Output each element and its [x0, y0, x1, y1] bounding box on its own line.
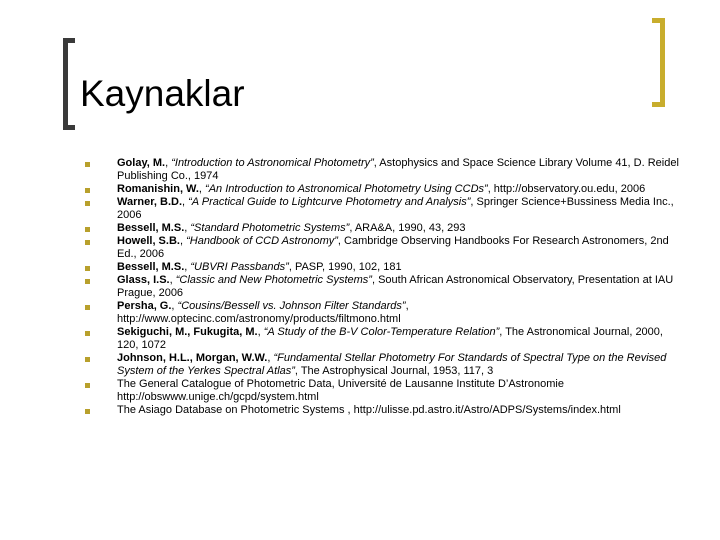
reference-authors: Golay, M. [117, 157, 166, 169]
reference-item: Sekiguchi, M., Fukugita, M., “A Study of the B-V Color-Temperature Relation”, The Astronomical Journal, 2000, 120, 1072 [85, 326, 685, 352]
left-bracket-decoration [63, 38, 75, 130]
reference-item: Johnson, H.L., Morgan, W.W., “Fundamental Stellar Photometry For Standards of Spectral Type on the Revised System of the Yerkes Spectral Atlas”, The Astrophysical Journal, 1953, 117, 3 [85, 352, 685, 378]
reference-details: , The Astronomical Journal, 2000, 120, 1072 [117, 326, 663, 351]
reference-title: “Standard Photometric Systems” [190, 222, 350, 234]
reference-authors: Sekiguchi, M., Fukugita, M. [117, 326, 258, 338]
reference-item: Persha, G., “Cousins/Bessell vs. Johnson Filter Standards”, http://www.optecinc.com/astronomy/products/filtmono.html [85, 300, 685, 326]
square-bullet-icon [85, 201, 90, 206]
reference-authors: Glass, I.S. [117, 274, 170, 286]
square-bullet-icon [85, 331, 90, 336]
reference-details: , http://www.optecinc.com/astronomy/products/filtmono.html [117, 300, 409, 325]
reference-authors: Bessell, M.S. [117, 261, 185, 273]
reference-title: “Classic and New Photometric Systems” [175, 274, 372, 286]
square-bullet-icon [85, 305, 90, 310]
reference-details: , PASP, 1990, 102, 181 [288, 261, 402, 273]
reference-title: “Cousins/Bessell vs. Johnson Filter Standards” [177, 300, 406, 312]
square-bullet-icon [85, 357, 90, 362]
reference-item: Bessell, M.S., “UBVRI Passbands”, PASP, 1990, 102, 181 [85, 261, 685, 274]
reference-details: , Cambridge Observing Handbooks For Research Astronomers, 2nd Ed., 2006 [117, 235, 669, 260]
reference-authors: Bessell, M.S. [117, 222, 185, 234]
reference-details: , Astophysics and Space Science Library Volume 41, D. Reidel Publishing Co., 1974 [117, 157, 679, 182]
square-bullet-icon [85, 240, 90, 245]
reference-details: , South African Astronomical Observatory, Presentation at IAU Prague, 2006 [117, 274, 674, 299]
reference-item [85, 378, 685, 404]
slide-title: Kaynaklar [80, 73, 245, 114]
reference-details: , ARA&A, 1990, 43, 293 [349, 222, 466, 234]
reference-title: “UBVRI Passbands” [190, 261, 289, 273]
square-bullet-icon [85, 266, 90, 271]
square-bullet-icon [85, 188, 90, 193]
reference-item: Glass, I.S., “Classic and New Photometric Systems”, South African Astronomical Observatory, Presentation at IAU Prague, 2006 [85, 274, 685, 300]
reference-details: , http://observatory.ou.edu, 2006 [487, 183, 646, 195]
reference-list [85, 157, 685, 417]
reference-authors: Johnson, H.L., Morgan, W.W. [117, 352, 268, 364]
square-bullet-icon [85, 162, 90, 167]
reference-title: “Introduction to Astronomical Photometry” [171, 157, 374, 169]
square-bullet-icon [85, 383, 90, 388]
reference-details: , Springer Science+Bussiness Media Inc., 2006 [117, 196, 674, 221]
reference-authors: Persha, G. [117, 300, 172, 312]
reference-item: Howell, S.B., “Handbook of CCD Astronomy”, Cambridge Observing Handbooks For Research Astronomers, 2nd Ed., 2006 [85, 235, 685, 261]
reference-details: The Asiago Database on Photometric Systems , http://ulisse.pd.astro.it/Astro/ADPS/Systems/index.html [117, 404, 621, 416]
reference-authors: Warner, B.D. [117, 196, 182, 208]
square-bullet-icon [85, 409, 90, 414]
reference-authors: Howell, S.B. [117, 235, 180, 247]
square-bullet-icon [85, 227, 90, 232]
reference-authors: Romanishin, W. [117, 183, 199, 195]
right-bracket-decoration [652, 18, 665, 107]
reference-title: “Fundamental Stellar Photometry For Standards of Spectral Type on the Revised System of the Yerkes Spectral Atlas” [117, 352, 667, 377]
reference-title: “A Practical Guide to Lightcurve Photometry and Analysis” [188, 196, 471, 208]
reference-item: Romanishin, W., “An Introduction to Astronomical Photometry Using CCDs”, http://observatory.ou.edu, 2006 [85, 183, 685, 196]
reference-details: The General Catalogue of Photometric Data, Université de Lausanne Institute D’Astronomie http://obswww.unige.ch/gcpd/system.html [117, 378, 564, 403]
reference-item: Bessell, M.S., “Standard Photometric Systems”, ARA&A, 1990, 43, 293 [85, 222, 685, 235]
reference-title: “A Study of the B-V Color-Temperature Relation” [263, 326, 500, 338]
reference-item: Warner, B.D., “A Practical Guide to Lightcurve Photometry and Analysis”, Springer Science+Bussiness Media Inc., 2006 [85, 196, 685, 222]
square-bullet-icon [85, 279, 90, 284]
reference-item: Golay, M., “Introduction to Astronomical Photometry”, Astophysics and Space Science Library Volume 41, D. Reidel Publishing Co., 1974 [85, 157, 685, 183]
reference-details: , The Astrophysical Journal, 1953, 117, 3 [294, 365, 494, 377]
reference-title: “Handbook of CCD Astronomy” [186, 235, 338, 247]
reference-title: “An Introduction to Astronomical Photometry Using CCDs” [205, 183, 488, 195]
reference-item [85, 404, 685, 417]
